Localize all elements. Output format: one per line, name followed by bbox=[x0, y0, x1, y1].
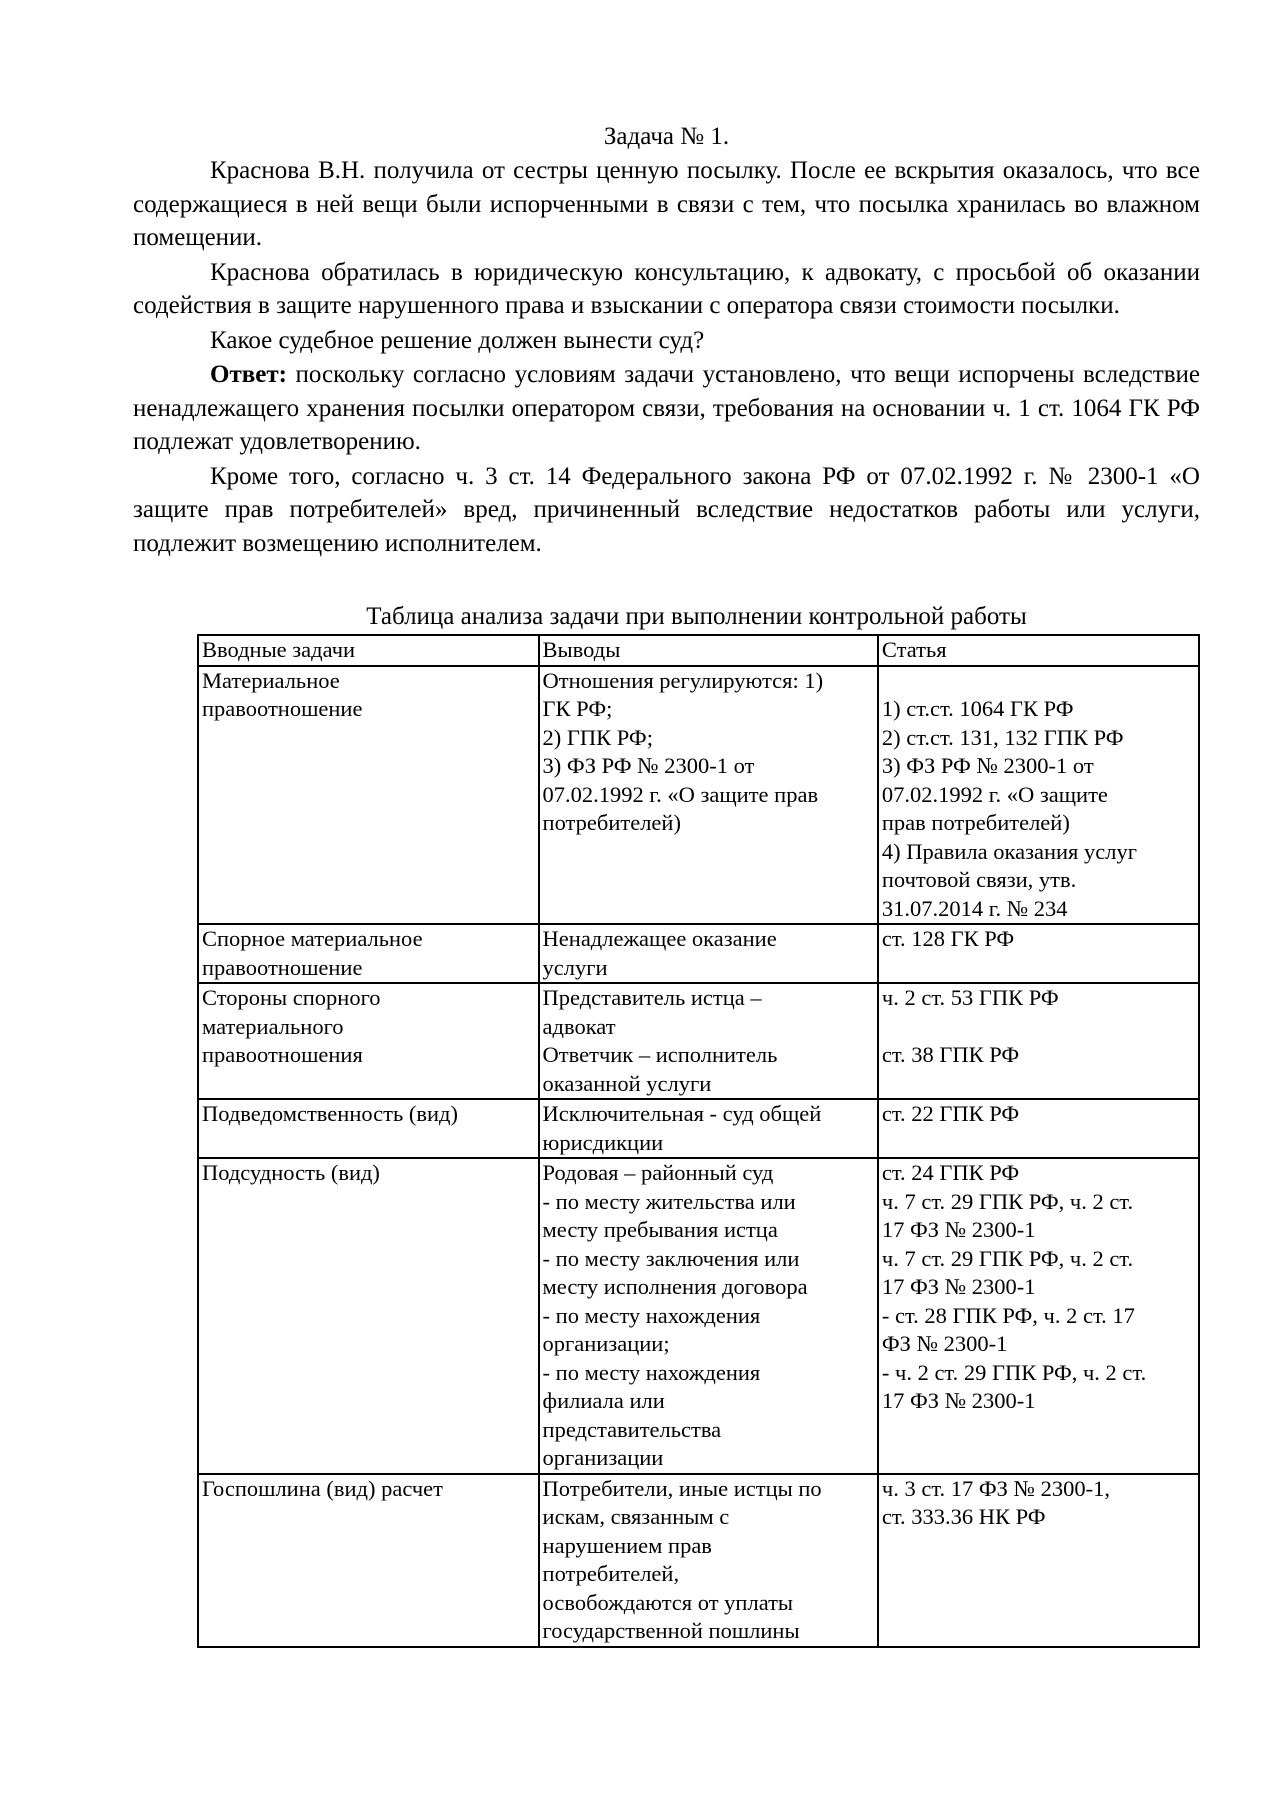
cell-line: - ч. 2 ст. 29 ГПК РФ, ч. 2 ст. bbox=[881, 1359, 1147, 1385]
cell-line: почтовой связи, утв. bbox=[881, 867, 1077, 892]
cell-line: искам, связанным с bbox=[542, 1504, 730, 1529]
cell-line: нарушением прав bbox=[542, 1532, 712, 1558]
table-caption: Таблица анализа задачи при выполнении контрольной работы bbox=[366, 603, 1027, 630]
table-cell bbox=[198, 1158, 539, 1474]
cell-line: Ненадлежащее оказание bbox=[542, 926, 777, 951]
table-cell bbox=[878, 983, 1199, 1099]
cell-line bbox=[882, 1013, 1195, 1042]
table-cell bbox=[878, 1474, 1199, 1647]
table-row bbox=[198, 924, 1199, 983]
task-title: Задача № 1. bbox=[603, 123, 730, 150]
cell-line bbox=[882, 667, 1195, 696]
table-cell bbox=[539, 924, 878, 983]
table-cell bbox=[539, 983, 878, 1099]
table-cell bbox=[198, 983, 539, 1099]
table-cell bbox=[198, 924, 539, 983]
table-cell bbox=[878, 1158, 1199, 1474]
cell-line: ч. 7 ст. 29 ГПК РФ, ч. 2 ст. bbox=[881, 1245, 1134, 1271]
cell-line: ч. 7 ст. 29 ГПК РФ, ч. 2 ст. bbox=[881, 1188, 1134, 1214]
cell-line: услуги bbox=[542, 954, 608, 980]
answer-text: поскольку согласно условиям задачи установлено, что вещи испорчены вследствие ненадлежащего хранения посылки оператором связи, требования на основании ч. 1 ст. 1064 ГК РФ подлежат удовлетворению. bbox=[133, 361, 1200, 455]
cell-line: Отношения регулируются: 1) bbox=[542, 667, 824, 693]
cell-line: материального bbox=[202, 1013, 344, 1039]
answer-label: Ответ: bbox=[210, 361, 287, 388]
cell-line: - по месту нахождения bbox=[542, 1359, 761, 1385]
paragraph-1: Краснова В.Н. получила от сестры ценную посылку. После ее вскрытия оказалось, что все содержащиеся в ней вещи были испорченными в связи с тем, что посылка хранилась во влажном помещении. bbox=[133, 157, 1200, 251]
cell-line: правоотношение bbox=[202, 696, 363, 721]
table-cell bbox=[878, 924, 1199, 983]
cell-line: 07.02.1992 г. «О защите bbox=[881, 781, 1108, 807]
cell-line: Подведомственность (вид) bbox=[202, 1101, 458, 1126]
cell-line: ст. 128 ГК РФ bbox=[881, 926, 1015, 951]
document-page bbox=[133, 120, 1200, 1648]
cell-line: 17 ФЗ № 2300-1 bbox=[881, 1217, 1036, 1242]
cell-line: государственной пошлины bbox=[542, 1618, 800, 1643]
table-cell bbox=[198, 1474, 539, 1647]
cell-line: ст. 24 ГПК РФ bbox=[881, 1160, 1020, 1185]
cell-line: 3) ФЗ РФ № 2300-1 от bbox=[542, 753, 755, 778]
analysis-table bbox=[197, 634, 1200, 1648]
header-cell: Статья bbox=[878, 635, 1199, 666]
table-cell bbox=[539, 1158, 878, 1474]
table-cell bbox=[539, 1474, 878, 1647]
cell-line: правоотношения bbox=[202, 1042, 363, 1067]
cell-line: потребителей, bbox=[542, 1561, 680, 1586]
cell-line: Материальное bbox=[202, 667, 340, 693]
table-row bbox=[198, 666, 1199, 925]
table-row bbox=[198, 1158, 1199, 1474]
paragraph-4: Кроме того, согласно ч. 3 ст. 14 Федерального закона РФ от 07.02.1992 г. № 2300-1 «О защите прав потребителей» вред, причиненный вследствие недостатков работы или услуги, подлежит возмещению исполнителем. bbox=[133, 462, 1200, 557]
cell-line: 17 ФЗ № 2300-1 bbox=[881, 1274, 1036, 1299]
cell-line: - ст. 28 ГПК РФ, ч. 2 ст. 17 bbox=[881, 1302, 1135, 1328]
cell-line: ст. 22 ГПК РФ bbox=[881, 1101, 1020, 1126]
cell-line: адвокат bbox=[542, 1013, 616, 1039]
cell-line: ст. 333.36 НК РФ bbox=[881, 1504, 1046, 1529]
header-cell: Вводные задачи bbox=[198, 635, 539, 666]
table-cell bbox=[539, 666, 878, 925]
cell-line: освобождаются от уплаты bbox=[542, 1589, 794, 1615]
cell-line: правоотношение bbox=[202, 954, 363, 980]
cell-line: ст. 38 ГПК РФ bbox=[881, 1042, 1020, 1067]
cell-line: - по месту жительства или bbox=[542, 1188, 796, 1214]
cell-line: ч. 3 ст. 17 ФЗ № 2300-1, bbox=[881, 1475, 1110, 1501]
table-cell bbox=[198, 666, 539, 925]
cell-line: Ответчик – исполнитель bbox=[542, 1042, 778, 1067]
header-cell: Выводы bbox=[539, 635, 878, 666]
table-row bbox=[198, 983, 1199, 1099]
cell-line: 3) ФЗ РФ № 2300-1 от bbox=[881, 753, 1094, 778]
cell-line: организации bbox=[542, 1445, 664, 1470]
cell-line: 4) Правила оказания услуг bbox=[881, 838, 1137, 864]
table-row bbox=[198, 1474, 1199, 1647]
cell-line: Родовая – районный суд bbox=[542, 1160, 774, 1185]
cell-line: - по месту нахождения bbox=[542, 1302, 761, 1328]
cell-line: 31.07.2014 г. № 234 bbox=[881, 895, 1068, 921]
table-row bbox=[198, 1099, 1199, 1158]
cell-line: оказанной услуги bbox=[542, 1070, 712, 1096]
table-header-row bbox=[198, 635, 1199, 666]
cell-line: 17 ФЗ № 2300-1 bbox=[881, 1388, 1036, 1413]
cell-line: Подсудность (вид) bbox=[202, 1160, 380, 1185]
table-cell bbox=[878, 1099, 1199, 1158]
table-cell bbox=[539, 1099, 878, 1158]
cell-line: 2) ст.ст. 131, 132 ГПК РФ bbox=[881, 724, 1124, 750]
cell-line: Госпошлина (вид) расчет bbox=[202, 1475, 443, 1501]
cell-line: Представитель истца – bbox=[542, 985, 762, 1010]
cell-line: филиала или bbox=[542, 1388, 665, 1413]
cell-line: представительства bbox=[542, 1416, 722, 1442]
cell-line: 2) ГПК РФ; bbox=[542, 724, 653, 750]
cell-line: ч. 2 ст. 53 ГПК РФ bbox=[881, 985, 1059, 1010]
cell-line: прав потребителей) bbox=[881, 810, 1070, 835]
answer-paragraph bbox=[133, 358, 1200, 459]
cell-line: ГК РФ; bbox=[542, 696, 613, 721]
cell-line: 07.02.1992 г. «О защите прав bbox=[542, 781, 819, 807]
table-cell bbox=[878, 666, 1199, 925]
cell-line: месту исполнения договора bbox=[542, 1274, 808, 1299]
paragraph-2: Краснова обратилась в юридическую консультацию, к адвокату, с просьбой об оказании содействия в защите нарушенного права и взыскании с оператора связи стоимости посылки. bbox=[133, 258, 1200, 319]
cell-line: ФЗ № 2300-1 bbox=[881, 1331, 1008, 1356]
cell-line: месту пребывания истца bbox=[542, 1217, 778, 1242]
cell-line: - по месту заключения или bbox=[542, 1245, 800, 1271]
cell-line: организации; bbox=[542, 1331, 670, 1356]
table-cell bbox=[198, 1099, 539, 1158]
cell-line: Исключительная - суд общей bbox=[542, 1101, 822, 1126]
cell-line: юрисдикции bbox=[542, 1129, 664, 1155]
cell-line: Стороны спорного bbox=[202, 985, 381, 1010]
cell-line: Потребители, иные истцы по bbox=[542, 1475, 822, 1501]
cell-line: 1) ст.ст. 1064 ГК РФ bbox=[881, 696, 1074, 721]
cell-line: Спорное материальное bbox=[202, 926, 423, 951]
paragraph-3: Какое судебное решение должен вынести суд? bbox=[210, 326, 705, 354]
cell-line: потребителей) bbox=[542, 810, 681, 835]
